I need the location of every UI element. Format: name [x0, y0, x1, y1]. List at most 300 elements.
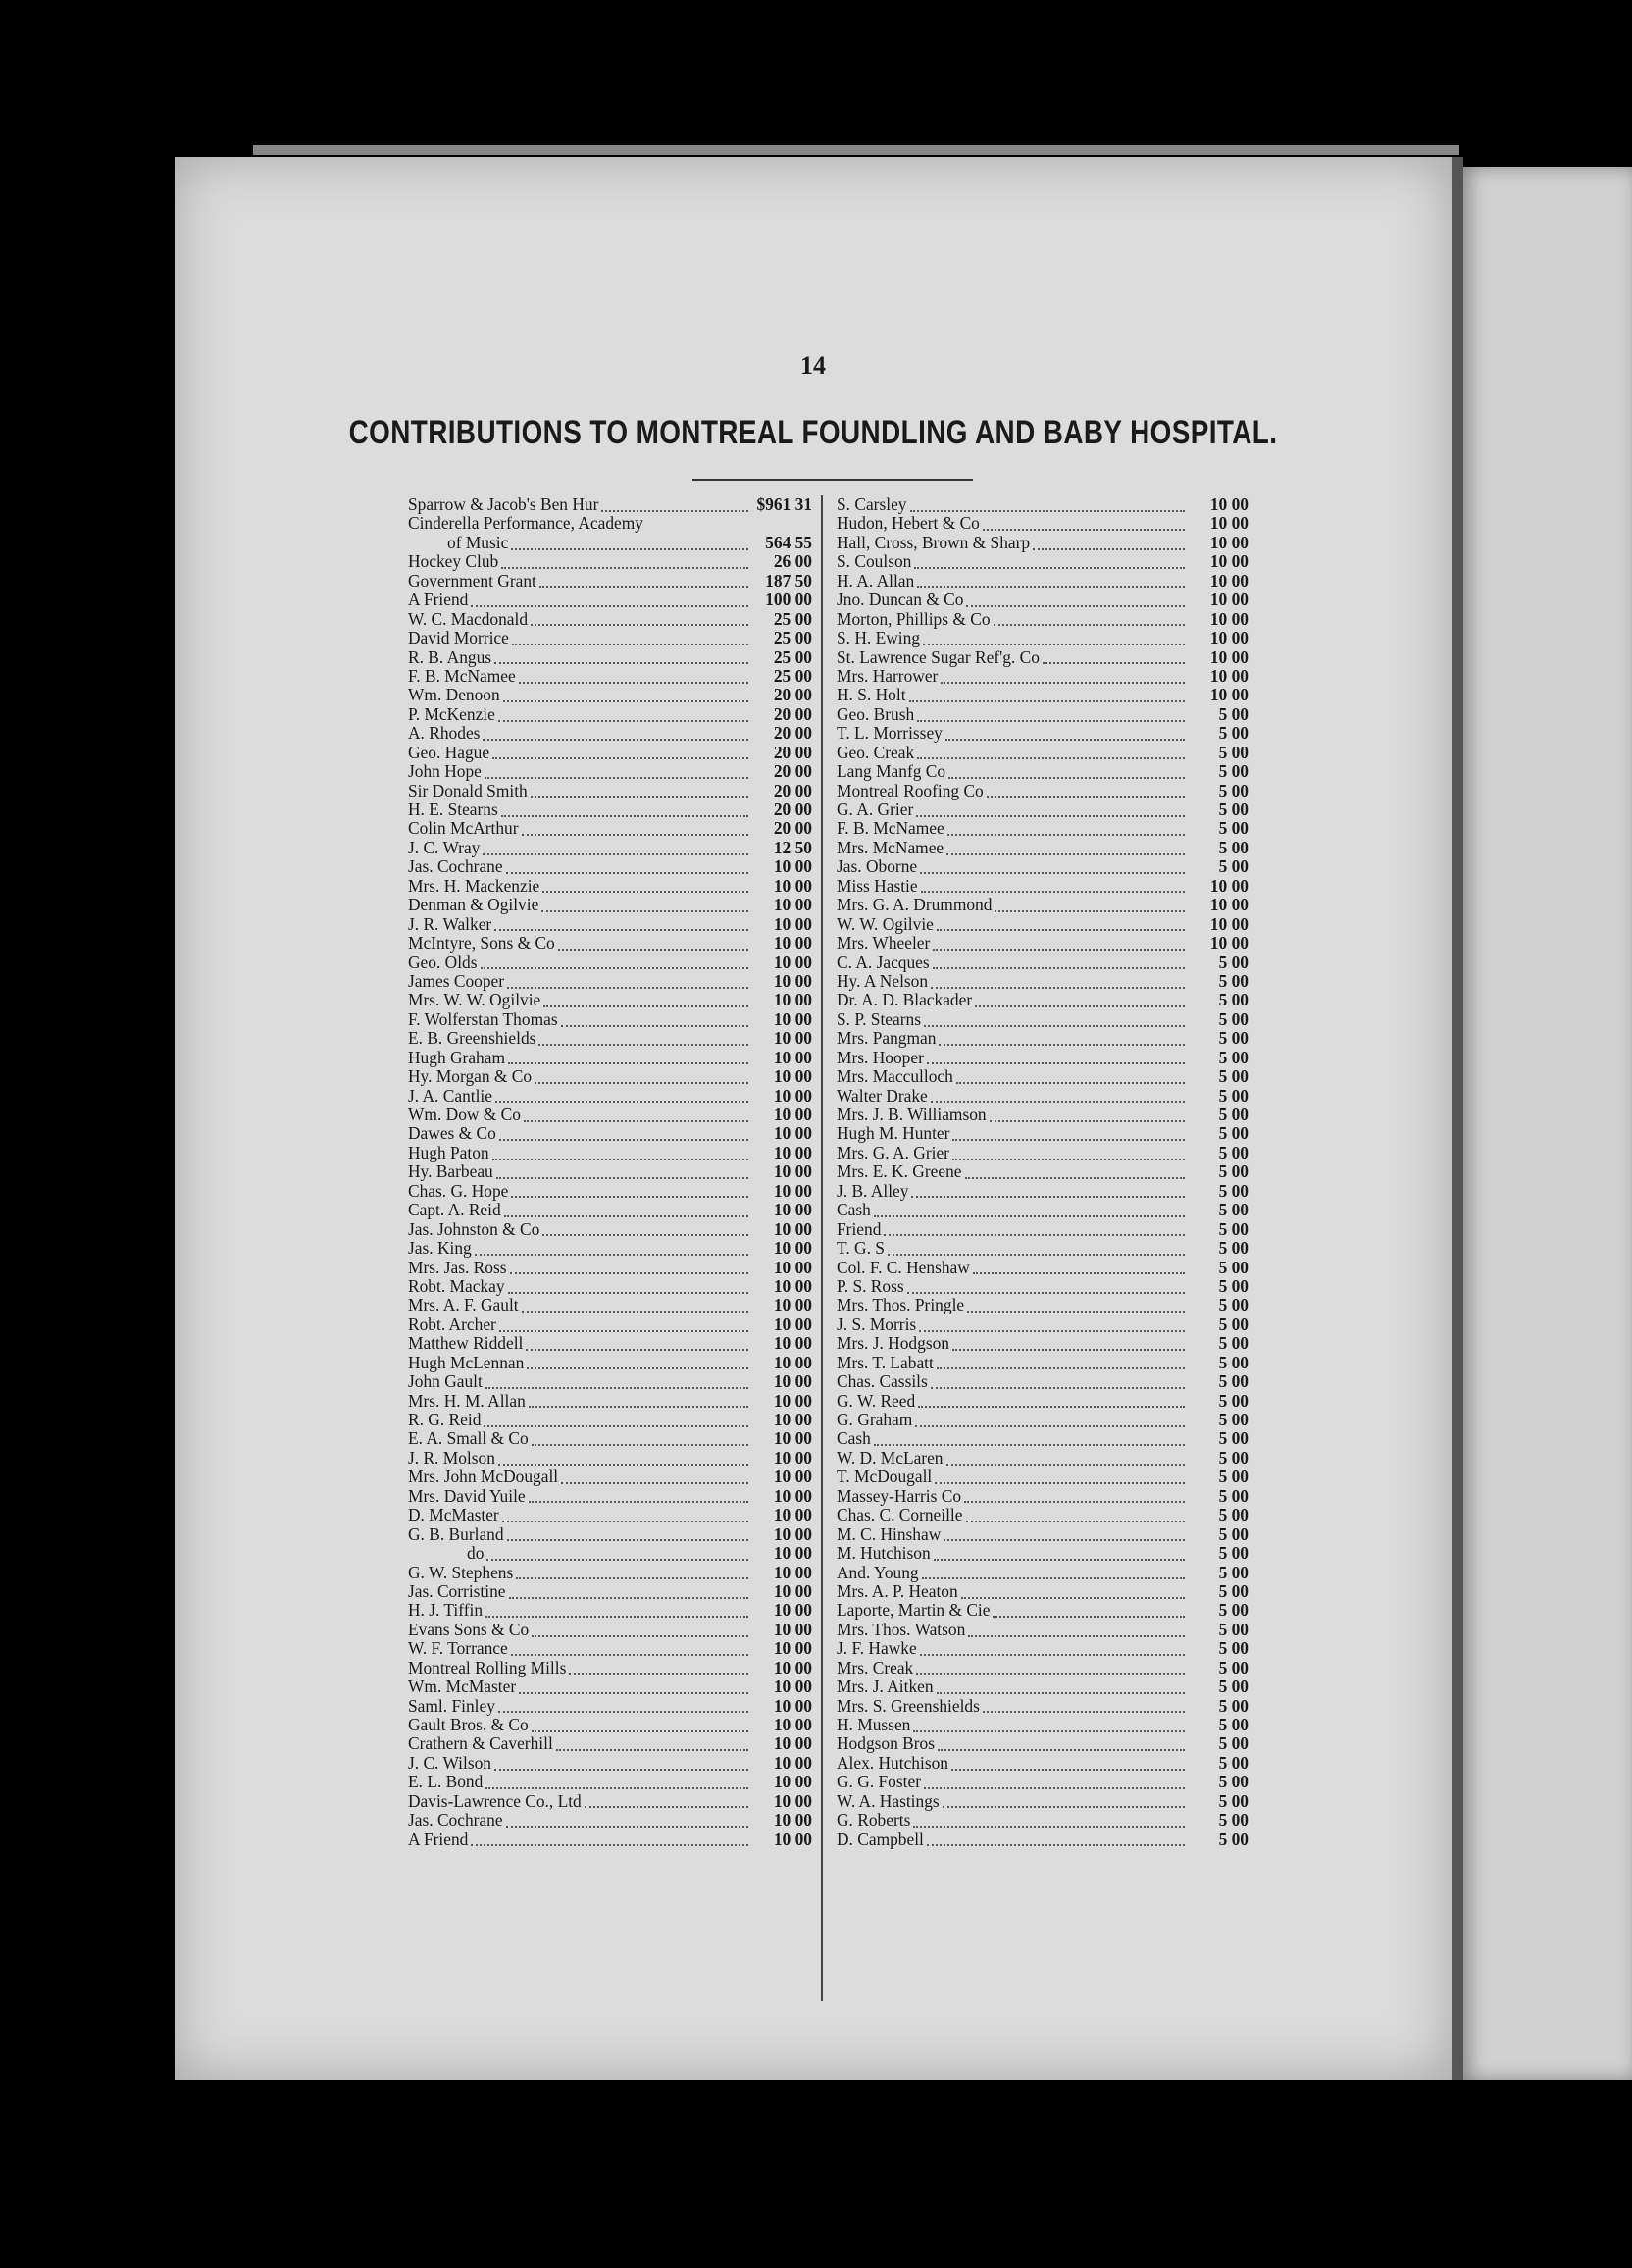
leader-dots	[484, 773, 748, 779]
leader-dots	[499, 1135, 748, 1141]
contribution-entry	[408, 1601, 812, 1620]
contribution-amount: 5 00	[1218, 1200, 1249, 1220]
leader-dots	[542, 1230, 748, 1236]
contribution-entry	[408, 1621, 812, 1639]
contributor-name: Colin McArthur	[408, 818, 519, 839]
contribution-entry	[837, 1734, 1249, 1753]
contribution-entry	[837, 1411, 1249, 1429]
contribution-amount: 5 00	[1218, 1543, 1249, 1564]
contributor-name: Massey-Harris Co	[837, 1485, 962, 1506]
contributor-name: Robt. Mackay	[408, 1275, 505, 1296]
contributor-name: Mrs. H. Mackenzie	[408, 875, 540, 896]
leader-dots	[498, 716, 748, 722]
leader-dots	[952, 1155, 1185, 1160]
leader-dots	[907, 1288, 1185, 1294]
contributor-name: C. A. Jacques	[837, 952, 930, 972]
contribution-amount: 5 00	[1218, 1695, 1249, 1716]
contribution-entry	[408, 1010, 812, 1029]
contribution-amount: 10 00	[1209, 551, 1249, 572]
contributor-name: Mrs. E. K. Greene	[837, 1161, 962, 1182]
contribution-amount: 10 00	[773, 1657, 812, 1677]
contributor-name: P. S. Ross	[837, 1275, 904, 1296]
contribution-amount: 25 00	[773, 628, 812, 648]
contribution-amount: 25 00	[773, 665, 812, 686]
contribution-entry	[408, 1354, 812, 1372]
contributor-name: Geo. Hague	[408, 742, 490, 762]
contribution-amount: 5 00	[1218, 1467, 1249, 1487]
contribution-entry	[408, 1087, 812, 1106]
leader-dots	[913, 1727, 1185, 1732]
contribution-amount: 10 00	[773, 1562, 812, 1582]
contribution-entry	[837, 1087, 1249, 1106]
contribution-amount: 10 00	[773, 1123, 812, 1144]
leader-dots	[498, 1460, 748, 1466]
leader-dots	[993, 1612, 1185, 1618]
contributor-name: Gault Bros. & Co	[408, 1715, 529, 1734]
contribution-amount: 5 00	[1218, 1295, 1249, 1315]
contribution-entry	[837, 552, 1249, 571]
contributor-name: Alex. Hutchison	[837, 1752, 948, 1773]
contribution-amount: 5 00	[1218, 1028, 1249, 1049]
contributor-name: Mrs. Harrower	[837, 665, 939, 686]
contribution-entry	[837, 1677, 1249, 1696]
contribution-entry	[408, 1449, 812, 1468]
contributor-name: McIntyre, Sons & Co	[408, 933, 555, 954]
leader-dots	[601, 506, 748, 512]
contribution-amount: 10 00	[773, 933, 812, 954]
contribution-amount: 10 00	[773, 990, 812, 1010]
contribution-amount: 5 00	[1218, 1600, 1249, 1621]
contribution-amount: 5 00	[1218, 1142, 1249, 1162]
contribution-amount: 5 00	[1218, 1161, 1249, 1182]
contribution-entry	[408, 1754, 812, 1773]
contributor-name: Mrs. J. Hodgson	[837, 1333, 949, 1354]
contribution-amount: 10 00	[773, 856, 812, 877]
contributor-name: Government Grant	[408, 570, 536, 591]
contribution-amount: 5 00	[1218, 723, 1249, 744]
contributor-name: Mrs. Wheeler	[837, 933, 931, 954]
leader-dots	[510, 1268, 749, 1274]
contribution-entry	[408, 591, 812, 609]
contribution-entry	[408, 1162, 812, 1181]
contributor-name: Wm. McMaster	[408, 1676, 517, 1697]
contributor-name: Friend	[837, 1218, 882, 1239]
leader-dots	[965, 1173, 1186, 1179]
leader-dots	[966, 601, 1185, 607]
contribution-amount: 5 00	[1218, 1047, 1249, 1067]
contribution-entry	[408, 1468, 812, 1486]
contribution-entry	[837, 1544, 1249, 1563]
contribution-entry	[408, 1811, 812, 1830]
contributor-name: H. Mussen	[837, 1715, 911, 1734]
contributor-name: J. R. Walker	[408, 913, 492, 934]
contribution-entry	[837, 686, 1249, 704]
contribution-amount: 10 00	[773, 1676, 812, 1697]
leader-dots	[541, 906, 748, 912]
contribution-entry	[408, 1487, 812, 1506]
contributor-name: Geo. Creak	[837, 742, 915, 762]
leader-dots	[542, 887, 748, 893]
leader-dots	[539, 582, 748, 588]
contribution-entry	[408, 819, 812, 838]
document-page	[175, 157, 1452, 2080]
contributor-name: Chas. Cassils	[837, 1371, 928, 1392]
leader-dots	[495, 1097, 748, 1103]
contributor-name: Miss Hastie	[837, 875, 918, 896]
contribution-amount: 5 00	[1218, 1790, 1249, 1811]
contributor-name: Cash	[837, 1428, 871, 1449]
contribution-entry	[408, 1544, 812, 1563]
contributor-name: Mrs. T. Labatt	[837, 1352, 934, 1372]
contributor-name: Saml. Finley	[408, 1695, 495, 1716]
contribution-amount: 5 00	[1218, 856, 1249, 877]
contributor-name: F. B. McNamee	[837, 818, 944, 839]
contribution-entry	[837, 1277, 1249, 1296]
contribution-amount: 10 00	[773, 1028, 812, 1049]
leader-dots	[947, 830, 1185, 836]
contributor-name: W. F. Torrance	[408, 1638, 508, 1659]
contributor-name: St. Lawrence Sugar Ref'g. Co	[837, 646, 1040, 667]
leader-dots	[914, 563, 1185, 569]
contributor-name: W. W. Ogilvie	[837, 913, 934, 934]
contribution-entry	[837, 1792, 1249, 1811]
contribution-amount: 5 00	[1218, 1505, 1249, 1525]
contribution-amount: 10 00	[1209, 570, 1249, 591]
contribution-amount: 10 00	[773, 1428, 812, 1449]
contribution-amount: 10 00	[1209, 532, 1249, 552]
leader-dots	[538, 1040, 748, 1046]
contribution-entry	[837, 1506, 1249, 1524]
contribution-entry	[837, 839, 1249, 857]
contribution-amount: 10 00	[1209, 646, 1249, 667]
contributor-name: Mrs. A. P. Heaton	[837, 1580, 958, 1601]
contributor-name: A. Rhodes	[408, 723, 481, 744]
leader-dots	[931, 1097, 1185, 1103]
contribution-entry	[837, 1830, 1249, 1849]
contribution-entry	[408, 1392, 812, 1411]
contribution-entry	[408, 1296, 812, 1314]
leader-dots	[485, 1783, 748, 1789]
page-number: 14	[800, 351, 826, 380]
contributor-name: Hugh McLennan	[408, 1352, 525, 1372]
contributor-name: Hy. Barbeau	[408, 1161, 493, 1182]
leader-dots	[917, 753, 1185, 759]
contributor-name: D. Campbell	[837, 1829, 924, 1849]
contribution-entry	[408, 1277, 812, 1296]
contribution-entry	[408, 1564, 812, 1582]
contributor-name: Chas. C. Corneille	[837, 1505, 963, 1525]
contribution-amount: 10 00	[773, 1829, 812, 1849]
contribution-amount: 10 00	[1209, 875, 1249, 896]
leader-dots	[913, 1822, 1185, 1828]
contribution-entry	[837, 667, 1249, 686]
contribution-amount: 10 00	[1209, 608, 1249, 629]
leader-dots	[946, 850, 1185, 855]
contributor-name: G. W. Stephens	[408, 1562, 514, 1582]
contribution-entry	[837, 705, 1249, 724]
leader-dots	[484, 1421, 748, 1427]
leader-dots	[531, 792, 748, 798]
leader-dots	[494, 1765, 748, 1771]
contribution-entry	[837, 1372, 1249, 1391]
contribution-amount: 10 00	[773, 1218, 812, 1239]
leader-dots	[503, 696, 748, 702]
contribution-entry	[837, 915, 1249, 934]
contribution-entry	[408, 1792, 812, 1811]
leader-dots	[498, 1707, 748, 1713]
contribution-entry	[837, 857, 1249, 876]
contributor-name: Dr. A. D. Blackader	[837, 990, 973, 1010]
contribution-entry	[837, 1220, 1249, 1239]
contributor-name: John Hope	[408, 761, 482, 782]
contributions-right-column	[837, 495, 1249, 1849]
leader-dots	[492, 1155, 748, 1160]
leader-dots	[511, 544, 748, 550]
book-spine	[1452, 157, 1463, 2080]
leader-dots	[561, 1021, 748, 1027]
contributor-name: Mrs. G. A. Drummond	[837, 895, 993, 915]
contributor-name: Robt. Archer	[408, 1314, 496, 1334]
leader-dots	[471, 601, 748, 607]
contribution-entry	[837, 1716, 1249, 1734]
contributor-name: Mrs. Creak	[837, 1657, 914, 1677]
leader-dots	[485, 1383, 748, 1389]
contribution-entry	[837, 534, 1249, 552]
contribution-amount: 10 00	[773, 1523, 812, 1544]
contribution-amount: 10 00	[773, 1371, 812, 1392]
contribution-entry	[408, 954, 812, 972]
contribution-entry	[837, 1029, 1249, 1048]
contributor-name: Hugh M. Hunter	[837, 1123, 950, 1144]
contributor-name: Hodgson Bros	[837, 1733, 936, 1754]
contribution-amount: 10 00	[1209, 685, 1249, 705]
contribution-amount: 10 00	[1209, 665, 1249, 686]
contribution-entry	[408, 1315, 812, 1334]
leader-dots	[874, 1440, 1185, 1446]
contribution-entry	[837, 514, 1249, 533]
contribution-entry	[408, 552, 812, 571]
contribution-amount: 10 00	[773, 1295, 812, 1315]
contributor-name: G. Graham	[837, 1410, 913, 1429]
contributor-name: Mrs. H. M. Allan	[408, 1390, 526, 1411]
contribution-entry	[837, 819, 1249, 838]
contributor-name: Mrs. J. B. Williamson	[837, 1105, 987, 1124]
contribution-amount: 10 00	[773, 1238, 812, 1259]
contribution-amount: 5 00	[1218, 1275, 1249, 1296]
leader-dots	[508, 1058, 748, 1064]
leader-dots	[492, 753, 748, 759]
contributor-name: D. McMaster	[408, 1505, 499, 1525]
contribution-entry	[837, 1621, 1249, 1639]
contribution-entry	[408, 1067, 812, 1086]
contribution-entry	[837, 495, 1249, 514]
contribution-amount: 10 00	[773, 1543, 812, 1564]
leader-dots	[975, 1002, 1185, 1007]
contributor-name: Morton, Phillips & Co	[837, 608, 991, 629]
contributor-name: David Morrice	[408, 628, 509, 648]
contribution-entry	[408, 1659, 812, 1677]
contribution-entry	[837, 1639, 1249, 1658]
contribution-amount: 10 00	[773, 1142, 812, 1162]
contributor-name: Mrs. Macculloch	[837, 1066, 953, 1087]
contribution-amount: 20 00	[773, 703, 812, 724]
column-divider	[821, 495, 823, 2001]
leader-dots	[499, 1326, 748, 1332]
contribution-entry	[837, 1124, 1249, 1143]
contribution-amount: 20 00	[773, 818, 812, 839]
contributor-name: Mrs. G. A. Grier	[837, 1142, 949, 1162]
contribution-entry	[408, 744, 812, 762]
contribution-amount: 5 00	[1218, 1733, 1249, 1754]
leader-dots	[874, 1211, 1185, 1217]
contributor-name: Jas. Cochrane	[408, 1810, 503, 1830]
contributor-name: Mrs. Pangman	[837, 1028, 937, 1049]
contribution-entry	[408, 1734, 812, 1753]
leader-dots	[952, 1135, 1185, 1141]
contributor-name: Jas. Oborne	[837, 856, 918, 877]
contribution-amount: 10 00	[773, 1161, 812, 1182]
contribution-amount: 20 00	[773, 685, 812, 705]
contributor-name: Sparrow & Jacob's Ben Hur	[408, 494, 599, 514]
contribution-amount: 10 00	[773, 1105, 812, 1124]
contributor-name: Capt. A. Reid	[408, 1200, 501, 1220]
contribution-entry	[837, 762, 1249, 781]
contribution-entry	[408, 877, 812, 896]
contributor-name: Montreal Rolling Mills	[408, 1657, 567, 1677]
contribution-amount: 20 00	[773, 723, 812, 744]
contributor-name: J. F. Hawke	[837, 1638, 917, 1659]
contributor-name: John Gault	[408, 1371, 483, 1392]
contribution-amount: 5 00	[1218, 818, 1249, 839]
contributor-name: H. S. Holt	[837, 685, 906, 705]
contributor-name: Wm. Dow & Co	[408, 1105, 521, 1124]
contribution-entry	[837, 1106, 1249, 1124]
contribution-entry	[408, 1773, 812, 1791]
contribution-amount: 10 00	[773, 1505, 812, 1525]
contributor-name: Hockey Club	[408, 551, 499, 572]
contribution-amount: 5 00	[1218, 1810, 1249, 1830]
contribution-amount: 5 00	[1218, 1638, 1249, 1659]
leader-dots	[939, 1040, 1185, 1046]
leader-dots	[921, 887, 1185, 893]
contribution-entry	[837, 1525, 1249, 1544]
contributor-name: Jas. Cochrane	[408, 856, 503, 877]
leader-dots	[483, 735, 748, 741]
contribution-entry	[408, 1239, 812, 1258]
contribution-amount: 10 00	[773, 1410, 812, 1429]
leader-dots	[994, 620, 1185, 626]
leader-dots	[920, 868, 1185, 874]
leader-dots	[481, 963, 748, 969]
contribution-entry	[837, 1429, 1249, 1448]
contribution-amount: 5 00	[1218, 837, 1249, 857]
contribution-amount: 10 00	[773, 1180, 812, 1201]
contribution-amount: 5 00	[1218, 799, 1249, 819]
contribution-amount: 5 00	[1218, 970, 1249, 991]
contribution-amount: 5 00	[1218, 1238, 1249, 1259]
contributor-name: W. C. Macdonald	[408, 608, 529, 629]
leader-dots	[561, 1478, 748, 1484]
contributor-name: J. S. Morris	[837, 1314, 917, 1334]
leader-dots	[524, 1116, 748, 1122]
leader-dots	[501, 811, 748, 817]
contribution-amount: 10 00	[773, 1810, 812, 1830]
leader-dots	[507, 1535, 748, 1541]
contribution-entry	[408, 1334, 812, 1353]
leader-dots	[532, 1440, 748, 1446]
contribution-amount: 100 00	[765, 590, 812, 610]
contribution-entry	[837, 1334, 1249, 1353]
leader-dots	[983, 1707, 1185, 1713]
contributor-name: Denman & Ogilvie	[408, 895, 539, 915]
contribution-amount: 5 00	[1218, 952, 1249, 972]
contributor-name: J. C. Wilson	[408, 1752, 491, 1773]
leader-dots	[967, 1307, 1185, 1313]
contribution-amount: 5 00	[1218, 990, 1249, 1010]
contribution-entry	[408, 534, 812, 552]
contributor-name: Crathern & Caverhill	[408, 1733, 553, 1754]
contributor-name: Cinderella Performance, Academy	[408, 513, 643, 534]
contributor-name: And. Young	[837, 1562, 919, 1582]
contributor-name: Hudon, Hebert & Co	[837, 513, 980, 534]
contribution-entry	[408, 629, 812, 647]
contribution-amount: 5 00	[1218, 1314, 1249, 1334]
contribution-entry	[408, 1106, 812, 1124]
leader-dots	[943, 1802, 1185, 1808]
contributor-name: Lang Manfg Co	[837, 761, 946, 782]
contribution-entry	[837, 1162, 1249, 1181]
leader-dots	[961, 1593, 1185, 1599]
contributor-name: Geo. Brush	[837, 703, 915, 724]
contributor-name: H. A. Allan	[837, 570, 915, 591]
contribution-amount: 10 00	[773, 1352, 812, 1372]
contribution-amount: 10 00	[773, 895, 812, 915]
contribution-entry	[408, 514, 812, 533]
leader-dots	[934, 1555, 1185, 1561]
contributor-name: Mrs. Jas. Ross	[408, 1257, 507, 1277]
leader-dots	[994, 906, 1185, 912]
leader-dots	[502, 1517, 748, 1522]
contribution-amount: 5 00	[1218, 1619, 1249, 1639]
contribution-amount: 5 00	[1218, 1447, 1249, 1468]
contribution-entry	[837, 724, 1249, 743]
contribution-entry	[408, 915, 812, 934]
contribution-amount: 5 00	[1218, 1410, 1249, 1429]
contribution-entry	[408, 610, 812, 629]
contribution-entry	[408, 896, 812, 914]
contribution-amount: 5 00	[1218, 1105, 1249, 1124]
contributor-name: Hugh Graham	[408, 1047, 506, 1067]
leader-dots	[519, 678, 748, 684]
contribution-entry	[837, 1601, 1249, 1620]
contributor-name: Laporte, Martin & Cie	[837, 1600, 991, 1621]
contributor-name: Mrs. W. W. Ogilvie	[408, 990, 541, 1010]
leader-dots	[511, 1192, 748, 1198]
contributor-name: Mrs. A. F. Gault	[408, 1295, 519, 1315]
contribution-entry	[837, 1487, 1249, 1506]
contribution-entry	[408, 686, 812, 704]
contributor-name: Walter Drake	[837, 1085, 928, 1106]
leader-dots	[910, 506, 1186, 512]
contribution-amount: 5 00	[1218, 1428, 1249, 1449]
contribution-entry	[837, 1201, 1249, 1219]
contributor-name: G. G. Foster	[837, 1772, 921, 1792]
contribution-amount: 5 00	[1218, 1829, 1249, 1849]
contribution-amount: 5 00	[1218, 1371, 1249, 1392]
contributor-name: F. Wolferstan Thomas	[408, 1008, 558, 1029]
contributor-name: Matthew Riddell	[408, 1333, 524, 1354]
contribution-entry	[837, 1697, 1249, 1716]
